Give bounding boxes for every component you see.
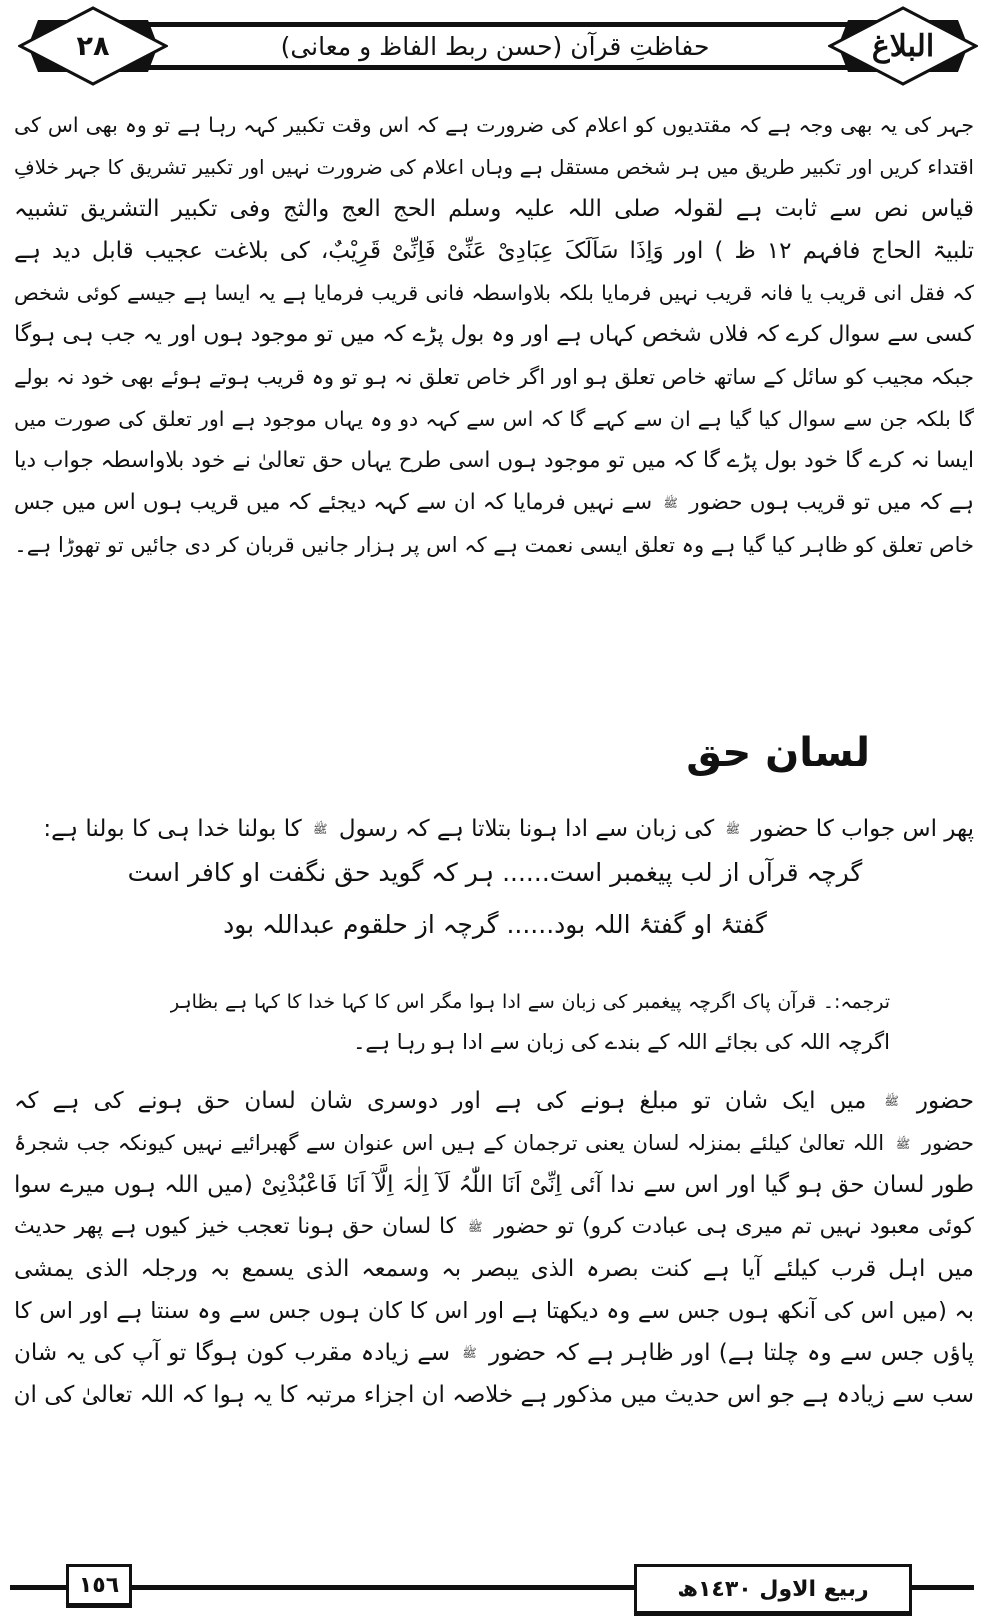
text-line: میں اہل قرب کیلئے آیا ہے کنت بصرہ الذی یبصر بہ وسمعہ الذی یسمع بہ ورجلہ الذی یمشی: [14, 1256, 974, 1282]
text-line: طور لسان حق ہو گیا اور اس سے ندا آئی اِنِّیْ اَنَا اللّٰہُ لَآ اِلٰہَ اِلَّآ اَنَا فَاعْبُدْنِیْ (میں اللہ ہوں میرے سوا: [14, 1172, 974, 1198]
text-line: کسی سے سوال کرے کہ فلاں شخص کہاں ہے اور وہ بول پڑے کہ میں تو موجود ہوں اور یہ جب ہی ہوگا: [14, 322, 974, 347]
page-header: [0, 0, 990, 92]
text-line: ایسا نہ کرے گا خود بول پڑے گا کہ میں تو موجود ہوں اسی طرح یہاں حق تعالیٰ نے خود بلاواسطہ جواب دیا: [14, 448, 974, 473]
text-line: [14, 1122, 974, 1164]
magazine-logo: [828, 6, 978, 86]
logo-text: البلاغ: [871, 28, 935, 64]
footer-page-number: ١٥٦: [66, 1564, 132, 1608]
text-segment: حضور: [921, 1131, 974, 1155]
header-page-number-badge: [18, 6, 168, 86]
running-title: حفاظتِ قرآن (حسن ربط الفاظ و معانی): [280, 31, 710, 61]
persian-verse-1: گرچہ قرآں از لب پیغمبر است...... ہر کہ گوید حق نگفت او کافر است: [127, 858, 863, 887]
text-line: اگرچہ اللہ کی بجائے اللہ کے بندے کی زبان سے ادا ہو رہا ہے۔: [353, 1030, 890, 1054]
header-page-number: ٢٨: [76, 30, 110, 62]
text-segment: پھر اس جواب کا حضور: [751, 816, 974, 842]
text-segment: سے نہیں فرمایا کہ ان سے کہہ دیجئے کہ میں قریب ہوں اس میں جس: [14, 490, 653, 515]
text-line: کہ فقل انی قریب یا فانہ قریب نہیں فرمایا بلکہ بلاواسطہ فانی قریب فرمایا ہے یہ ایسا ہے جیسے کوئی شخص: [14, 281, 974, 305]
paragraph-2: [14, 808, 974, 850]
text-line: اقتداء کریں اور تکبیر طریق میں ہر شخص مستقل ہے وہاں اعلام کی ضرورت نہیں اور تکبیر تشریق کا جہر خلافِ: [14, 155, 974, 179]
persian-verse-2: گفتۂ او گفتۂ اللہ بود...... گرچہ از حلقوم عبداللہ بود: [223, 910, 767, 939]
salawat-icon: ﷺ: [467, 1219, 483, 1234]
salawat-icon: ﷺ: [725, 822, 741, 836]
text-line: قیاس نص سے ثابت ہے لقولہ صلی اللہ علیہ وسلم الحج العج والثج وفی تکبیر التشریق تشبیہ: [14, 196, 974, 222]
text-segment: کوئی معبود نہیں تم میری ہی عبادت کرو) تو حضور: [494, 1214, 974, 1239]
paragraph-1: [14, 104, 974, 566]
text-segment: میں ایک شان تو مبلغ ہونے کی ہے اور دوسری شان لسان حق ہونے کی ہے کہ: [14, 1088, 867, 1114]
page-footer: [0, 1560, 990, 1622]
text-line: [14, 1080, 974, 1122]
text-line: [14, 1206, 974, 1248]
salawat-icon: ﷺ: [663, 495, 678, 510]
text-segment: کا بولنا خدا ہی کا بولنا ہے:: [43, 816, 302, 842]
text-line: [14, 808, 974, 850]
salawat-icon: ﷺ: [462, 1346, 477, 1360]
text-segment: سے زیادہ مقرب کون ہوگا تو آپ کی یہ شان: [14, 1340, 450, 1366]
text-line: بہ (میں اس کی آنکھ ہوں جس سے وہ دیکھتا ہے اور اس کا کان ہوں جس سے وہ سنتا ہے اور اس کا: [14, 1298, 974, 1324]
text-segment: اللہ تعالیٰ کیلئے بمنزلہ لسان یعنی ترجمان کے ہیں اس عنوان سے گھبرائیے نہیں کیونکہ جب شجرۂ: [14, 1131, 885, 1155]
text-segment: پاؤں جس سے وہ چلتا ہے) اور ظاہر ہے کہ حضور: [488, 1340, 974, 1366]
text-line: گا بلکہ جن سے سوال کیا گیا ہے ان سے کہے گا کہ اس سے کہہ دو وہ یہاں موجود ہے اور تعلق کی صورت میں: [14, 407, 974, 431]
text-line: جبکہ مجیب کو سائل کے ساتھ خاص تعلق ہو اور اگر خاص تعلق نہ ہو تو وہ قریب ہوتے ہوئے بھی خود نہ بولے: [14, 365, 974, 389]
salawat-icon: ﷺ: [884, 1094, 899, 1108]
text-segment: ہے کہ میں تو قریب ہوں حضور: [689, 490, 974, 515]
salawat-icon: ﷺ: [895, 1136, 911, 1151]
text-segment: حضور: [916, 1088, 974, 1114]
text-line: خاص تعلق کو ظاہر کیا گیا ہے وہ تعلق ایسی نعمت ہے کہ اس پر ہزار جانیں قربان کر دی جائیں تو تھوڑا ہے۔: [14, 533, 974, 557]
text-segment: کا لسان حق ہونا تعجب خیز کیوں ہے پھر حدیث: [14, 1214, 457, 1239]
text-segment: کی زبان سے ادا ہونا بتلاتا ہے کہ رسول: [338, 816, 715, 842]
text-line: [14, 1332, 974, 1374]
verse-translation: [170, 982, 890, 1062]
text-line: ترجمہ:۔ قرآن پاک اگرچہ پیغمبر کی زبان سے ادا ہوا مگر اس کا کہا خدا کا کہا ہے بظاہر: [170, 991, 890, 1013]
paragraph-3: [14, 1080, 974, 1416]
text-line: [14, 482, 974, 524]
text-line: جہر کی یہ بھی وجہ ہے کہ مقتدیوں کو اعلام کی ضرورت ہے کہ اس وقت تکبیر کہہ رہا ہے تو وہ بھی اس کی: [14, 113, 974, 137]
text-line: سب سے زیادہ ہے جو اس حدیث میں مذکور ہے خلاصہ ان اجزاء مرتبہ کا یہ ہوا کہ اللہ تعالیٰ کی ان: [14, 1382, 974, 1408]
salawat-icon: ﷺ: [313, 822, 328, 836]
text-line: تلبیۃ الحاج فافہم ۱۲ ظ ) اور وَاِذَا سَاَلَکَ عِبَادِیْ عَنِّیْ فَاِنِّیْ قَرِیْبٌ، کی بلاغت عجیب قابل دید ہے: [14, 238, 974, 264]
header-band: [120, 22, 870, 70]
issue-date: ربیع الاول ١٤٣٠ھ: [634, 1564, 912, 1616]
section-heading: لسان حق: [686, 730, 870, 776]
